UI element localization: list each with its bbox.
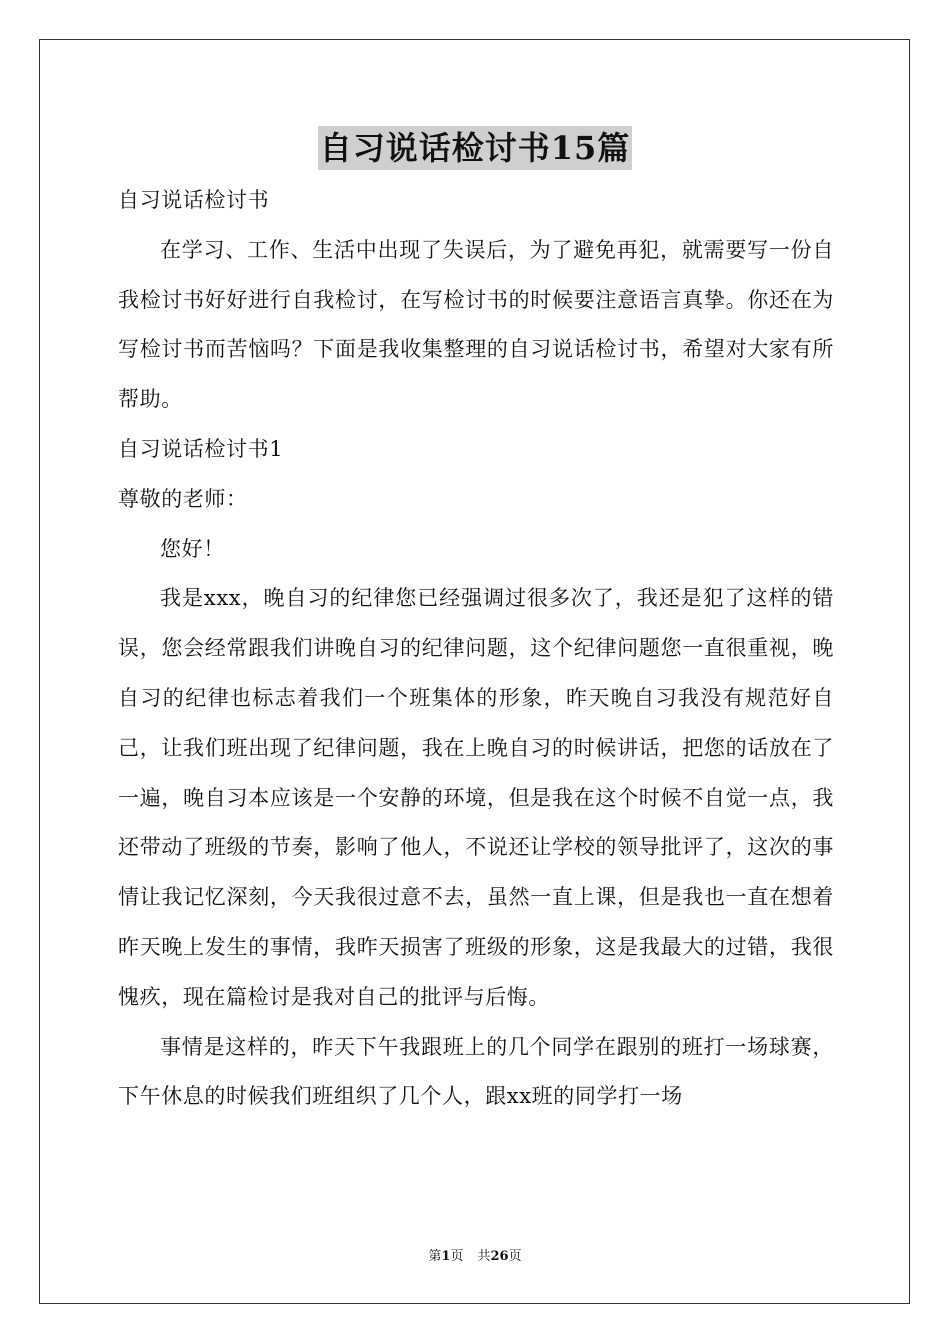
document-title: 自习说话检讨书15篇 (318, 126, 633, 170)
section-heading: 自习说话检讨书1 (118, 436, 284, 461)
page-prefix: 第 (428, 1249, 442, 1264)
title-container (0, 126, 950, 170)
page-footer (0, 1247, 950, 1267)
current-page-number: 1 (441, 1249, 451, 1264)
paragraph: 我是xxx，晚自习的纪律您已经强调过很多次了，我还是犯了这样的错误，您会经常跟我们讲晚自习的纪律问题，这个纪律问题您一直很重视，晚自习的纪律也标志着我们一个班集体的形象，昨天晚自习我没有规范好自己，让我们班出现了纪律问题，我在上晚自习的时候讲话，把您的话放在了一遍，晚自习本应该是一个安静的环境，但是我在这个时候不自觉一点，我还带动了班级的节奏，影响了他人，不说还让学校的领导批评了，这次的事情让我记忆深刻，今天我很过意不去，虽然一直上课，但是我也一直在想着昨天晚上发生的事情，我昨天损害了班级的形象，这是我最大的过错，我很愧疚，现在篇检讨是我对自己的批评与后悔。 (118, 586, 834, 1009)
total-page-count: 26 (490, 1249, 509, 1264)
page-suffix: 页 (450, 1249, 464, 1264)
total-suffix: 页 (508, 1249, 522, 1264)
total-prefix: 共 (477, 1249, 491, 1264)
paragraph: 自习说话检讨书 (118, 188, 270, 212)
paragraph: 在学习、工作、生活中出现了失误后，为了避免再犯，就需要写一份自我检讨书好好进行自我检讨，在写检讨书的时候要注意语言真挚。你还在为写检讨书而苦恼吗？下面是我收集整理的自习说话检讨书，希望对大家有所帮助。 (118, 237, 834, 412)
salutation: 尊敬的老师： (118, 486, 248, 511)
paragraph: 事情是这样的，昨天下午我跟班上的几个同学在跟别的班打一场球赛，下午休息的时候我们班组织了几个人，跟xx班的同学打一场 (118, 1034, 834, 1109)
document-body (118, 176, 834, 1122)
greeting: 您好！ (160, 536, 225, 561)
